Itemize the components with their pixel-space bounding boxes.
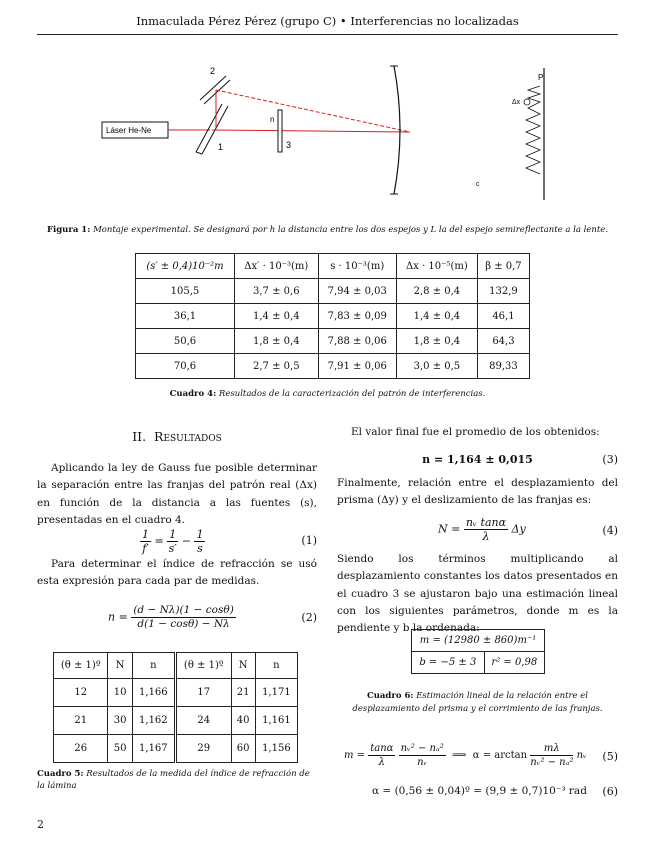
page-number: 2 xyxy=(37,818,44,831)
running-header: Inmaculada Pérez Pérez (grupo C) • Interferencias no localizadas xyxy=(136,14,519,28)
figure-1-diagram xyxy=(92,60,562,210)
label-2: 2 xyxy=(210,66,216,76)
left-para-2: Para determinar el índice de refracción se usó esta expresión para cada par de medidas. xyxy=(37,558,317,588)
beam-path-direct xyxy=(212,130,410,132)
t4-h0: (s′ ± 0,4)10⁻²m xyxy=(136,254,235,279)
equation-6-number: (6) xyxy=(602,785,618,798)
table-5-caption: Cuadro 5: Resultados de la medida del índice de refracción de la lámina xyxy=(37,769,310,791)
table-6-caption: Cuadro 6: Estimación lineal de la relación entre el desplazamiento del prisma y el corrimiento de las franjas. xyxy=(352,691,603,714)
label-1: 1 xyxy=(218,142,224,152)
t4-h1: Δx′ · 10⁻³(m) xyxy=(234,254,318,279)
table-row: 21 30 1,162 24 40 1,161 xyxy=(54,707,298,735)
figure-1-caption xyxy=(37,225,618,235)
plate-3 xyxy=(278,110,282,152)
label-3: 3 xyxy=(286,140,292,150)
t4-h4: β ± 0,7 xyxy=(477,254,529,279)
label-P: P xyxy=(538,73,544,82)
equation-5: m = $\frac{\tan\alpha}{\lambda}$ $\frac{\text{nᵥ² − nₐ²}}{\text{nᵥ}}$ ⟹ α = arctan $\frac{m\lambda}{\text{nᵥ² − nₐ²}}$ nᵥ xyxy=(344,743,587,768)
equation-4-number: (4) xyxy=(602,524,618,537)
caption-text: Montaje experimental. Se designará por h la distancia entre los dos espejos y L la del espejo semireflectante a la lente. xyxy=(93,225,609,235)
label-n: n xyxy=(270,115,275,124)
beam-path-reflected xyxy=(216,90,410,132)
table-row: 12 10 1,166 17 21 1,171 xyxy=(54,679,298,707)
equation-2-number: (2) xyxy=(301,611,317,624)
table-row: 36,1 1,4 ± 0,4 7,83 ± 0,09 1,4 ± 0,4 46,1 xyxy=(136,304,530,329)
equation-1-number: (1) xyxy=(301,534,317,547)
equation-2: n = $\frac{(d - N\lambda)(1 - \cos\theta)}{d(1 - \cos\theta) - N\lambda}$ xyxy=(108,604,234,630)
mirror-1 xyxy=(196,104,228,154)
table-5: (θ ± 1)º N n (θ ± 1)º N n 12 10 1,166 17 21 1,171 21 30 1,162 24 40 1,161 26 50 1,167 29 60 1,156 xyxy=(53,652,298,763)
equation-5-number: (5) xyxy=(602,750,618,763)
header-rule xyxy=(37,34,618,35)
label-c: c xyxy=(476,181,480,188)
table-4-caption: Cuadro 4: Resultados de la caracterización del patrón de interferencias. xyxy=(169,389,486,399)
equation-3: n = 1,164 ± 0,015 xyxy=(422,453,533,466)
table-row: 50,6 1,8 ± 0,4 7,88 ± 0,06 1,8 ± 0,4 64,3 xyxy=(136,329,530,354)
equation-1: $\frac{1}{f'}$ = $\frac{1}{s'}$ − $\frac{1}{s}$ xyxy=(142,528,204,555)
right-para-2: Finalmente, relación entre el desplazamiento del prisma (Δy) y el deslizamiento de las franjas es: xyxy=(337,477,618,507)
right-para-3: Siendo los términos multiplicando al desplazamiento constantes los datos presentados en el cuadro 3 se ajustaron bajo una estimación lineal con los siguientes parámetros, donde m es la pendiente y b la ordenada: xyxy=(337,553,618,635)
equation-4: N = $\frac{\text{nᵥ tanα}}{\lambda}$ Δy xyxy=(438,516,526,543)
table-4 xyxy=(135,253,530,379)
mirror-2 xyxy=(200,76,230,104)
laser-label: Láser He-Ne xyxy=(106,126,152,135)
caption-label: Figura 1: xyxy=(46,225,91,235)
section-heading: II. Resultados xyxy=(132,429,222,444)
t4-h3: Δx · 10⁻⁵(m) xyxy=(396,254,477,279)
table-row: 70,6 2,7 ± 0,5 7,91 ± 0,06 3,0 ± 0,5 89,33 xyxy=(136,354,530,379)
right-para-1: El valor final fue el promedio de los obtenidos: xyxy=(351,426,600,438)
table-6: m = (12980 ± 860)m⁻¹ b = −5 ± 3 r² = 0,98 xyxy=(411,629,545,674)
left-para-1: Aplicando la ley de Gauss fue posible determinar la separación entre las franjas del patrón real (Δx) en función de la distancia a las fuentes (s), presentadas en el cuadro 4. xyxy=(37,462,317,526)
table-row: 26 50 1,167 29 60 1,156 xyxy=(54,735,298,763)
equation-6: α = (0,56 ± 0,04)º = (9,9 ± 0,7)10⁻³ rad xyxy=(372,785,587,797)
equation-3-number: (3) xyxy=(602,453,618,466)
table-row: 105,5 3,7 ± 0,6 7,94 ± 0,03 2,8 ± 0,4 132,9 xyxy=(136,279,530,304)
label-dx: Δx xyxy=(512,99,521,106)
t4-h2: s · 10⁻³(m) xyxy=(318,254,396,279)
